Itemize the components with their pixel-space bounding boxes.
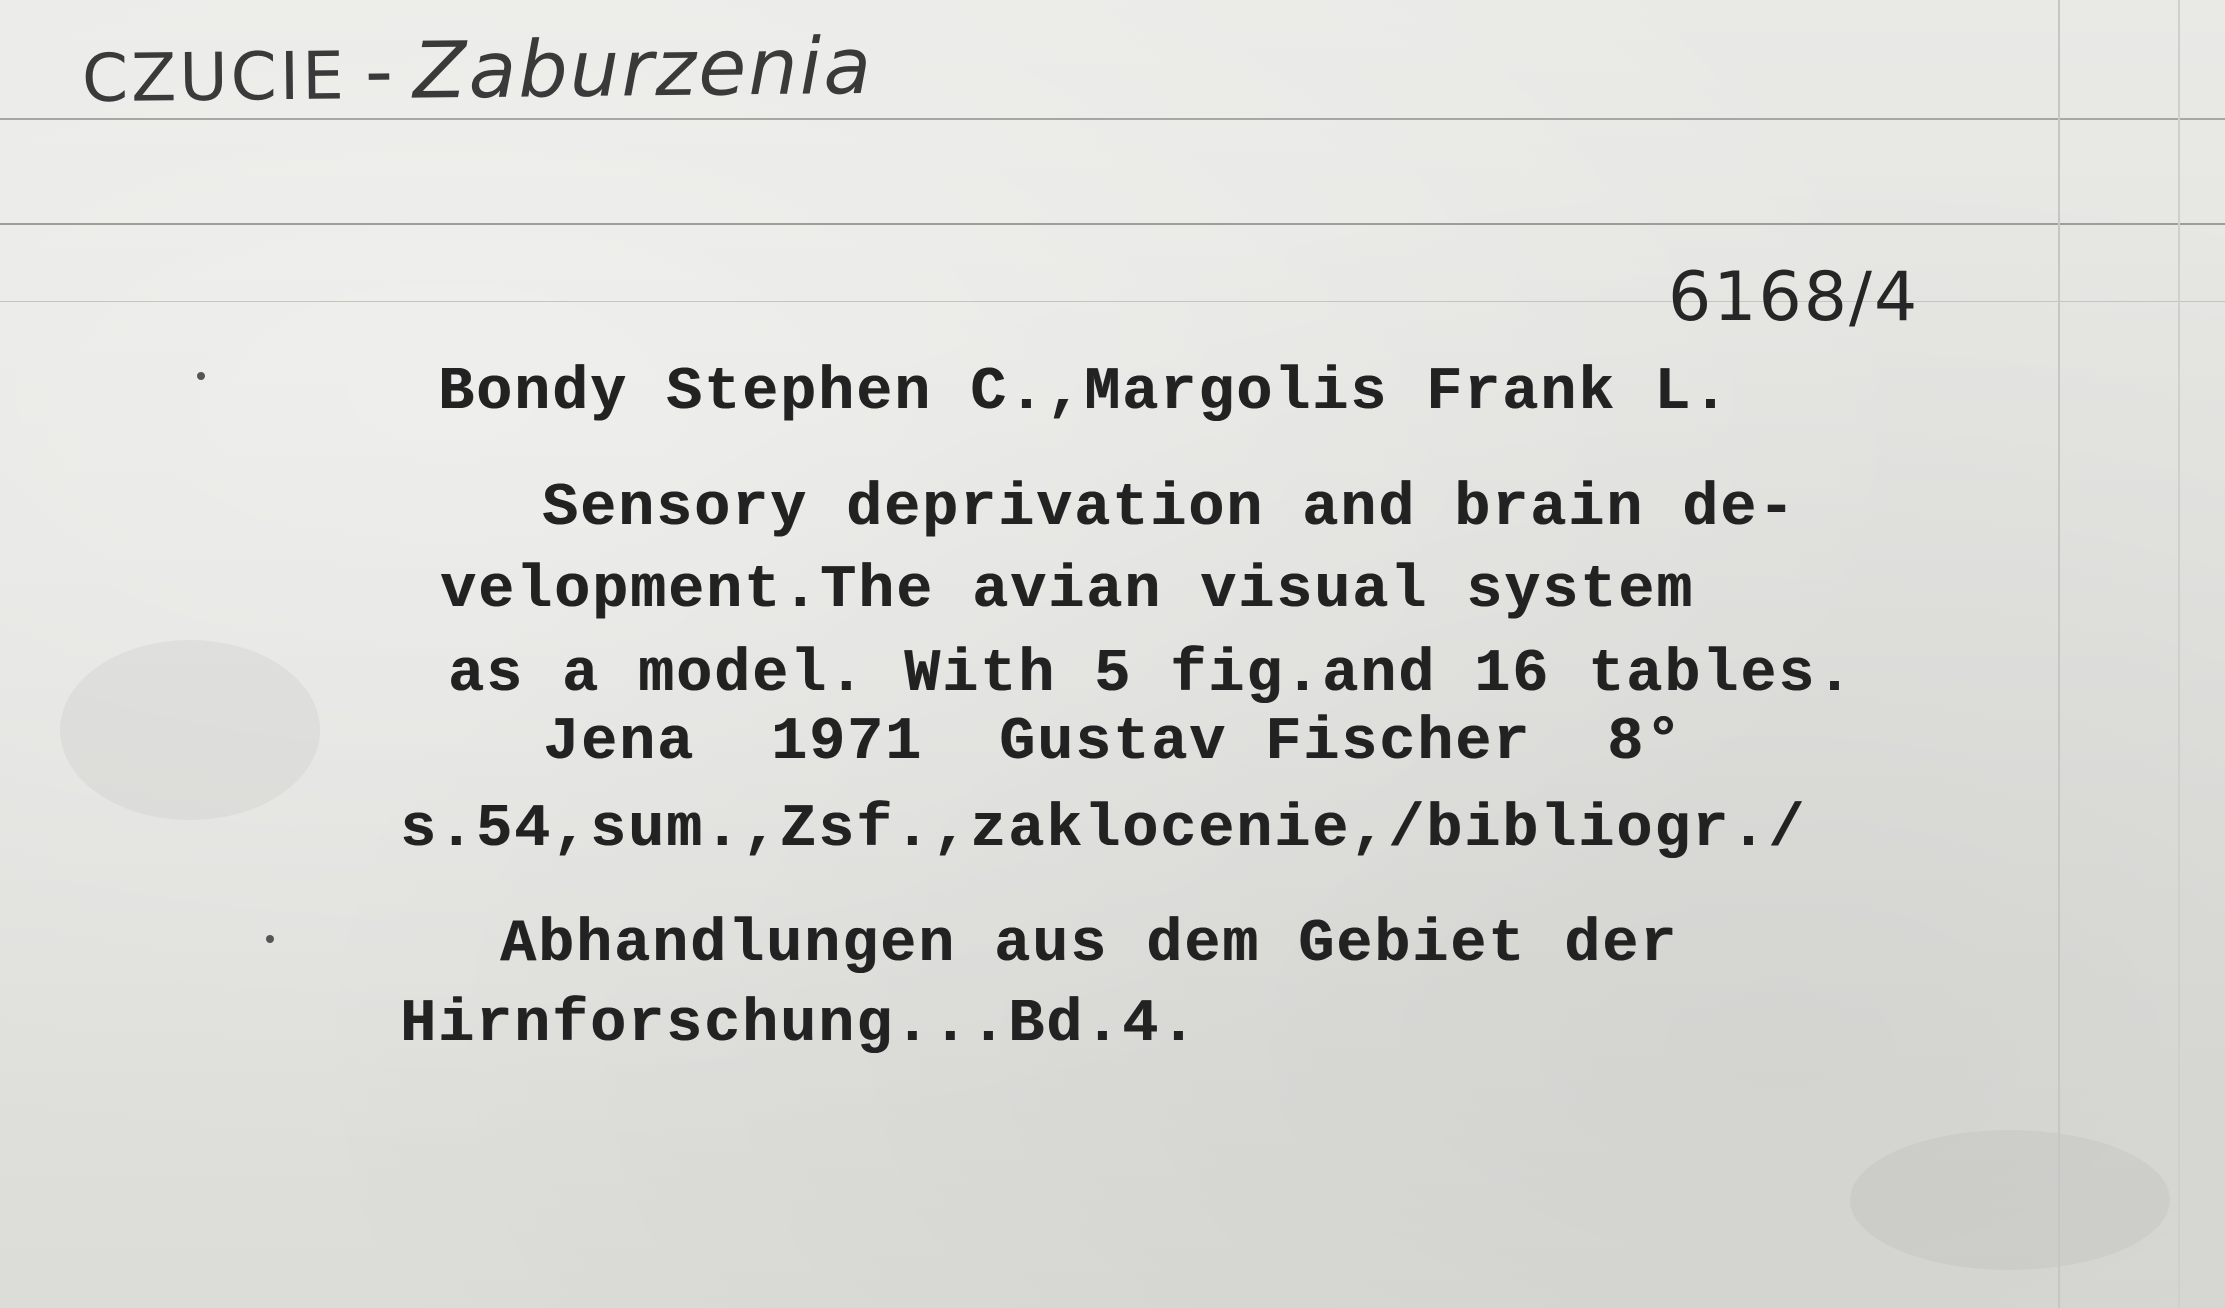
series-line: Abhandlungen aus dem Gebiet der	[500, 911, 1679, 979]
subject-heading	[82, 22, 874, 120]
paper-stain	[1850, 1130, 2170, 1270]
vertical-rule	[2058, 0, 2060, 1308]
series-line: Hirnforschung...Bd.4.	[400, 991, 1199, 1059]
paper-stain	[60, 640, 320, 820]
title-line: Sensory deprivation and brain de-	[542, 475, 1797, 543]
authors-line: Bondy Stephen C.,Margolis Frank L.	[438, 359, 1731, 427]
title-line: as a model. With 5 fig.and 16 tables.	[448, 641, 1855, 709]
call-number: 6168/4	[1668, 258, 1920, 337]
heading-subdivision: Zaburzenia	[412, 21, 874, 117]
imprint-line: Jena 1971 Gustav Fischer 8°	[543, 709, 1684, 777]
title-line: velopment.The avian visual system	[440, 557, 1695, 625]
ruled-line	[0, 223, 2225, 225]
vertical-rule	[2178, 0, 2180, 1308]
punch-dot	[197, 372, 205, 380]
collation-line: s.54,sum.,Zsf.,zaklocenie,/bibliogr./	[400, 796, 1807, 864]
heading-dash: -	[364, 26, 396, 118]
heading-subject: CZUCIE	[81, 37, 348, 118]
punch-dot	[266, 935, 274, 943]
ruled-line	[0, 118, 2225, 120]
